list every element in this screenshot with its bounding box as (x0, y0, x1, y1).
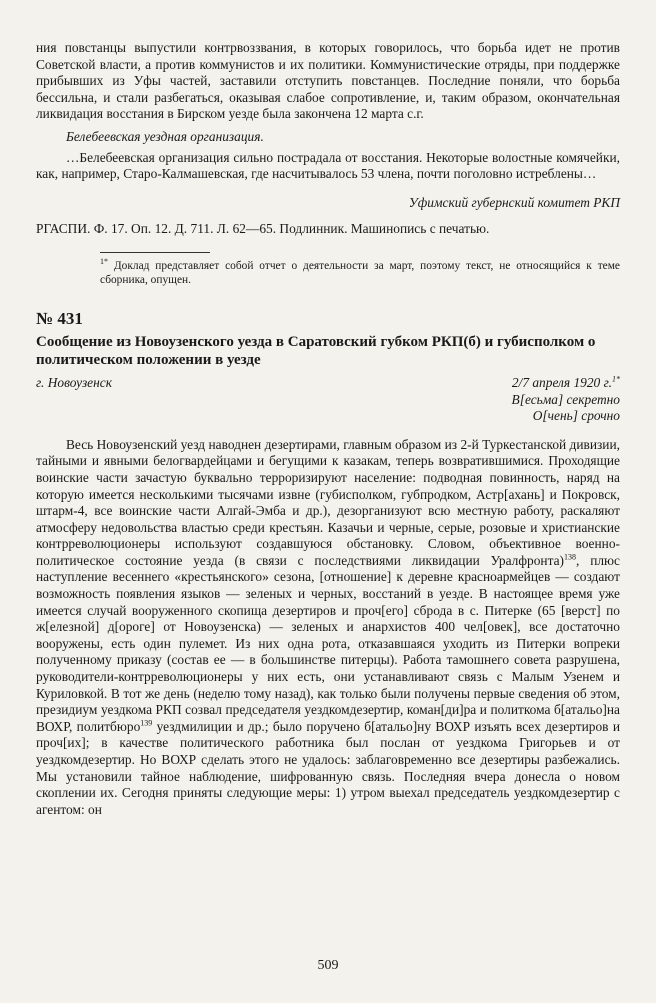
document-number: № 431 (36, 308, 83, 328)
body-ref-2: 139 (140, 718, 153, 728)
date (512, 375, 620, 392)
document-title: Сообщение из Новоузенского уезда в Саратовский губком РКП(б) и губисполком о политическом положении в уезде (36, 333, 596, 368)
belebey-text: …Белебеевская организация сильно пострадала от восстания. Некоторые волостные комячейки, как, например, Старо-Калмашевская, где насчитывалось 53 члена, почти поголовно истреблены… (36, 149, 620, 182)
body-text (36, 437, 620, 819)
footnote-mark: 1* (100, 257, 108, 267)
body-part-2: , плюс наступление весеннего «крестьянского» сезона, [отношение] к деревне красноармейцев — создают возможность появления языков — зеленых и черных, восстаний в уезде. В настоящее время уже имеется случай вооруженного скопища дезертиров и проч[его] сброда в с. Питерке (65 [верст] по ж[елезной] д[ороге] от Новоузенска) — зеленых и анархистов 400 чел[овек], все достаточно вооружены, есть один пулемет. Из них одна рота, отказавшаяся уходить из Питерки вопреки полученному приказу (состав ее — в большинстве питерцы). Работа тамошнего совета разрушена, руководители-контрреволюционеры у них есть, они устанавливают связь с Малым Узенем и Куриловкой. В тот же день (неделю тому назад), как только были получены первые сведения об этом, президиум уездкома РКП созвал председателя уездкомдезертир, коман[ди]ра и политкома б[атальо]на ВОХР, политбюро (36, 552, 620, 734)
page-number: 509 (317, 958, 339, 973)
document-page (36, 40, 620, 818)
place-date-row (36, 375, 620, 392)
body-part-3: уездмилиции и др.; было поручено б[атальо]ну ВОХР изъять всех дезертиров и проч[их]; в качестве политического работника был послан от уездкома Григорьев и от уездкомдезертир. Но ВОХР сделать этого не удалось: заблаговременно все дезертиры разбежались. Мы установили тайное наблюдение, шифрованную связь. Последняя вчера донесла о новом скоплении их. Сегодня приняты следующие меры: 1) утром выехал председатель уездкомдезертир с агентом: он (36, 718, 620, 817)
place: г. Новоузенск (36, 374, 112, 390)
secrecy-mark: В[есьма] секретно (511, 391, 620, 407)
body-ref-1: 138 (564, 552, 577, 562)
footnote-divider (100, 252, 210, 253)
footnote-text: Доклад представляет собой отчет о деятельности за март, поэтому текст, не относящийся к теме сборника, опущен. (100, 259, 620, 286)
body-part-1: Весь Новоузенский уезд наводнен дезертирами, главным образом из 2-й Туркестанской дивизии, тайными и явными белогвардейцами и бегущими к казакам, теперь возвратившимися. Проходящие воинские части зачастую буквально терроризируют население: подводная повинность, наряд на которую имеется несколькими тысячами извне (губисполком, губпродком, Астр[ахань] и Покровск, штарм-4, все воинские части Алгай-Эмба и др.), дезорганизуют всю местную работу, раскаляют атмосферу недовольства властью среди крестьян. Казачьи и черные, серые, розовые и христианские контрреволюционеры используют создавшуюся обстановку. Словом, объективное военно-политическое состояние уезда (в связи с последствиями ликвидации Уралфронта) (36, 436, 620, 568)
belebey-heading: Белебеевская уездная организация. (66, 128, 264, 144)
archive-reference: РГАСПИ. Ф. 17. Оп. 12. Д. 711. Л. 62—65. Подлинник. Машинопись с печатью. (36, 221, 490, 237)
date-note: 1* (612, 374, 620, 384)
urgency-mark: О[чень] срочно (532, 408, 620, 424)
date-text: 2/7 апреля 1920 г. (511, 374, 612, 390)
footnote (36, 259, 620, 287)
signature: Уфимский губернский комитет РКП (408, 194, 620, 210)
intro-paragraph: ния повстанцы выпустили контрвоззвания, в которых говорилось, что борьба идет не против Советской власти, а против коммунистов и их политики. Коммунистические отряды, при поддержке прибывших из Уфы частей, заставили отступить повстанцев. Последние поняли, что борьба бессильна, и стали разбегаться, оказывая слабое сопротивление, и, таким образом, окончательная ликвидация восстания в Бирском уезде была закончена 12 марта с.г. (36, 40, 620, 122)
